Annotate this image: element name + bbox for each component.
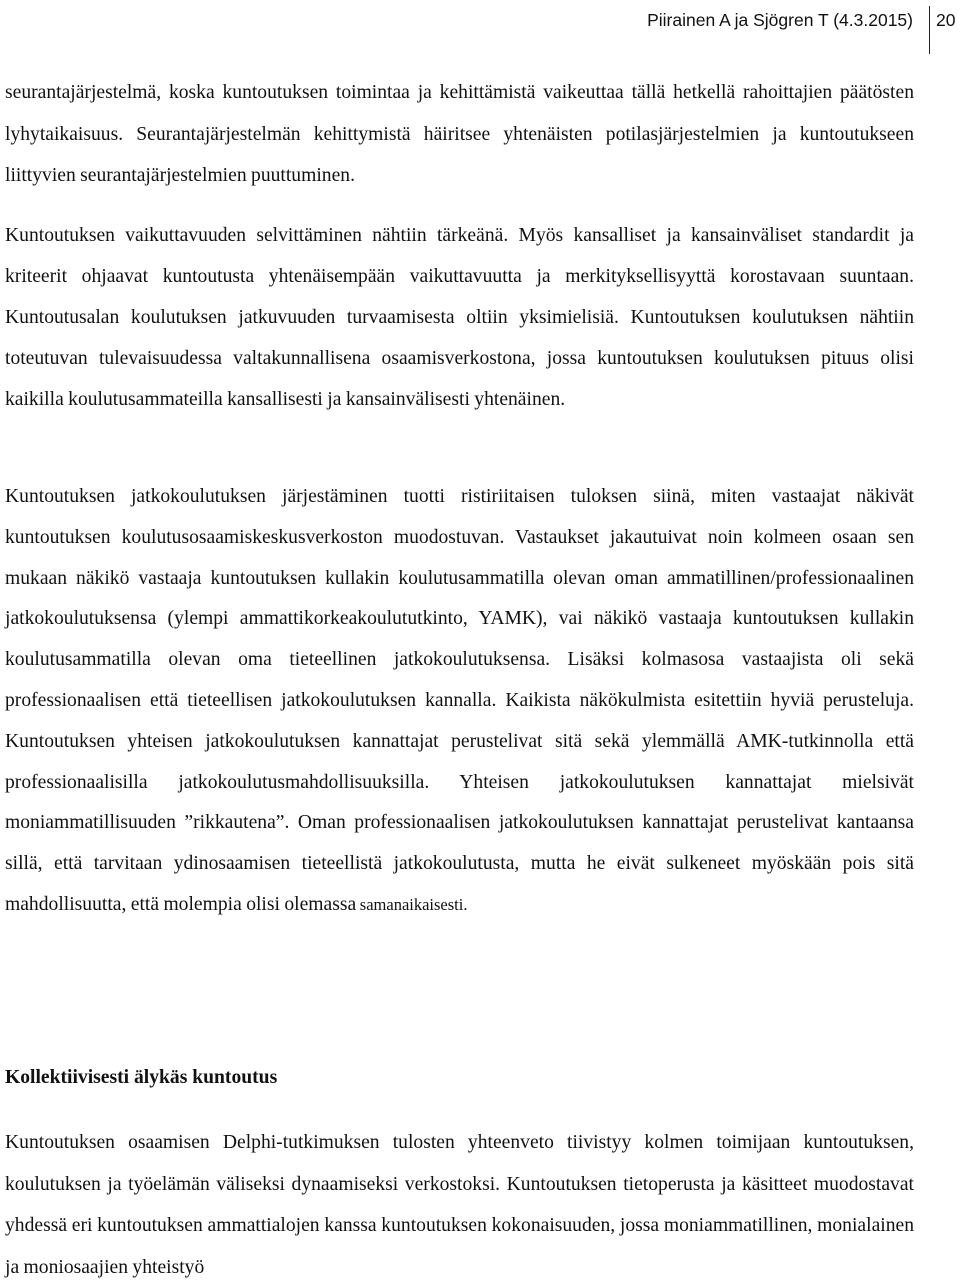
paragraph-jatkokoulutus-main: Kuntoutuksen jatkokoulutuksen järjestäminen tuotti ristiriitaisen tuloksen siinä, miten vastaajat näkivät kuntoutuksen koulutusosaamiskeskusverkoston muodostuvan. Vastaukset jakautuivat noin kolmeen osaan sen mukaan näkikö vastaaja kuntoutuksen kullakin koulutusammatilla olevan oman ammatillinen/professionaalinen jatkokoulutuksensa (ylempi ammattikorkeakoulututkinto, YAMK), vai näkikö vastaaja kuntoutuksen kullakin koulutusammatilla olevan oma tieteellinen jatkokoulutuksensa. Lisäksi kolmasosa vastaajista oli sekä professionaalisen että tieteellisen jatkokoulutuksen kannalla. Kaikista näkökulmista esitettiin hyviä perusteluja. Kuntoutuksen yhteisen jatkokoulutuksen kannattajat perustelivat sitä sekä ylemmällä AMK-tutkinnolla että professionaalisilla jatkokoulutusmahdollisuuksilla. Yhteisen jatkokoulutuksen kannattajat mielsivät moniammatillisuuden ”rikkautena”. Oman professionaalisen jatkokoulutuksen kannattajat perustelivat kantaansa sillä, että tarvitaan ydinosaamisen tieteellistä jatkokoulutusta, mutta he eivät sulkeneet myöskään pois sitä mahdollisuutta, että molempia olisi olemassa bbox=[5, 486, 914, 915]
paragraph-jatkokoulutus bbox=[5, 477, 914, 926]
paragraph-kollektiivisesti: Kuntoutuksen osaamisen Delphi-tutkimuksen tulosten yhteenveto tiivistyy kolmen toimijaan kuntoutuksen, koulutuksen ja työelämän väliseksi dynaamiseksi verkostoksi. Kuntoutuksen tietoperusta ja käsitteet muodostavat yhdessä eri kuntoutuksen ammattialojen kanssa kuntoutuksen kokonaisuuden, jossa moniammatillinen, monialainen ja moniosaajien yhteistyö bbox=[5, 1132, 914, 1278]
paragraph-vaikuttavuus: Kuntoutuksen vaikuttavuuden selvittäminen nähtiin tärkeänä. Myös kansalliset ja kansainväliset standardit ja kriteerit ohjaavat kuntoutusta yhtenäisempään vaikuttavuutta ja merkityksellisyyttä korostavaan suuntaan. Kuntoutusalan koulutuksen jatkuvuuden turvaamisesta oltiin yksimielisiä. Kuntoutuksen koulutuksen nähtiin toteutuvan tulevaisuudessa valtakunnallisena osaamisverkostona, jossa kuntoutuksen koulutuksen pituus olisi kaikilla koulutusammateilla kansallisesti ja kansainvälisesti yhtenäinen. bbox=[5, 225, 914, 410]
paragraph-seurantajarjestelma: seurantajärjestelmä, koska kuntoutuksen toimintaa ja kehittämistä vaikeuttaa tällä hetkellä rahoittajien päätösten lyhytaikaisuus. Seurantajärjestelmän kehittymistä häiritsee yhtenäisten potilasjärjestelmien ja kuntoutukseen liittyvien seurantajärjestelmien puuttuminen. bbox=[5, 82, 914, 186]
page-number: 20 bbox=[936, 10, 956, 30]
page-header bbox=[0, 6, 960, 54]
header-divider bbox=[929, 6, 930, 54]
section-heading: Kollektiivisesti älykäs kuntoutus bbox=[5, 1067, 278, 1088]
header-author-date: Piirainen A ja Sjögren T (4.3.2015) bbox=[647, 10, 913, 30]
paragraph-jatkokoulutus-tail: samanaikaisesti. bbox=[356, 894, 468, 914]
